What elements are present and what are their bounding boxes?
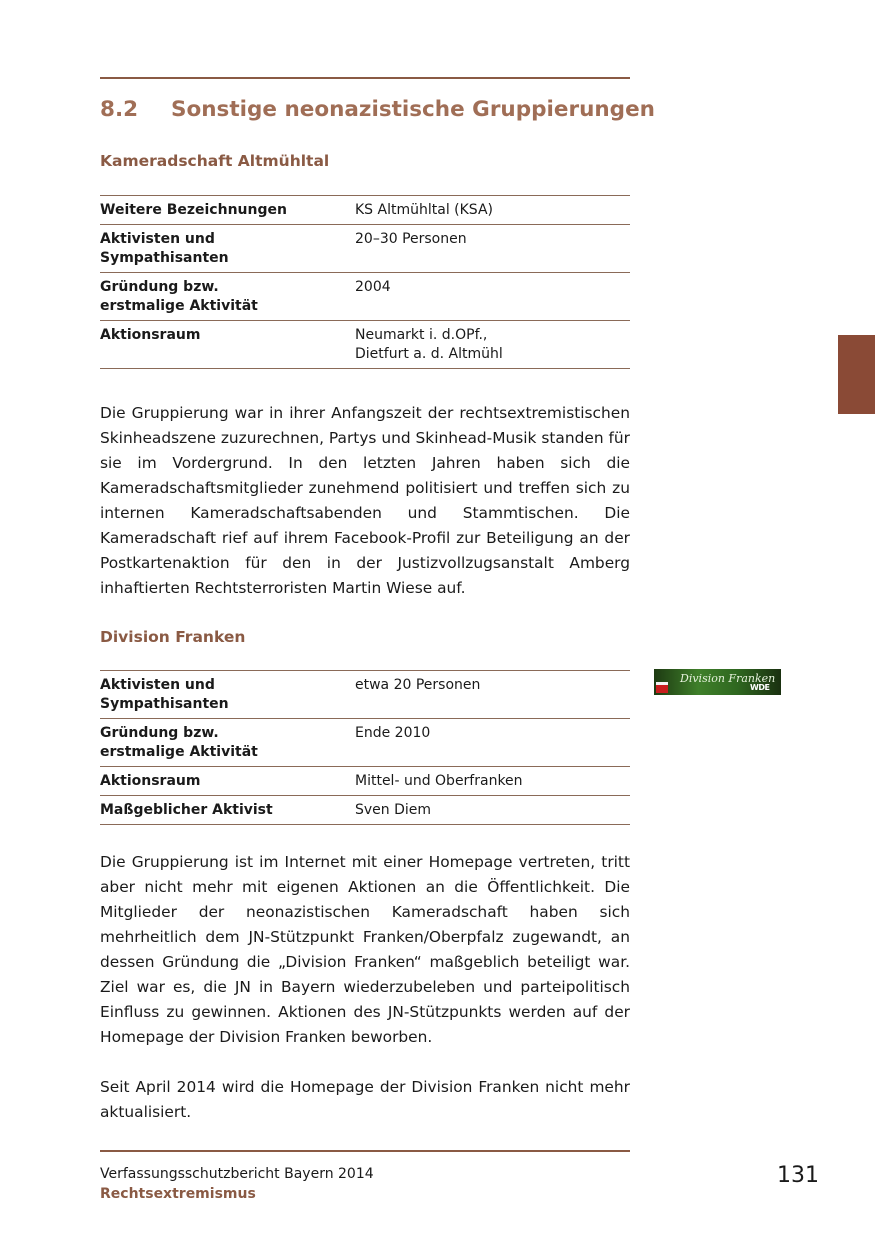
footer-publication: Verfassungsschutzbericht Bayern 2014: [100, 1166, 374, 1182]
row-value: Mittel- und Oberfranken: [355, 773, 523, 789]
group1-paragraph: Die Gruppierung war in ihrer Anfangszeit der rechtsextremistischen Skinheadszene zuzurechnen, Partys und Skinhead-Musik standen für sie im Vordergrund. In den letzten Jahren haben sich die Kameradschaftsmitglieder zunehmend politisiert und treffen sich zu internen Kameradschaftsabenden und Stammtischen. Die Kameradschaft rief auf ihrem Facebook-Profil zur Beteiligung an der Postkartenaktion für den in der Justizvollzugsanstalt Amberg inhaftierten Rechtsterroristen Martin Wiese auf.: [100, 404, 630, 597]
section-number: 8.2: [100, 97, 139, 122]
row-label: Gründung bzw. erstmalige Aktivität: [100, 279, 258, 314]
row-value: 20–30 Personen: [355, 231, 467, 247]
row-label: Gründung bzw. erstmalige Aktivität: [100, 725, 258, 760]
table-row: [100, 273, 630, 321]
row-value: 2004: [355, 279, 391, 295]
table-row: [100, 671, 630, 719]
row-label: Weitere Bezeichnungen: [100, 202, 287, 218]
group1-info-table: [100, 195, 630, 369]
row-value: KS Altmühltal (KSA): [355, 202, 493, 218]
group2-paragraph-update: Seit April 2014 wird die Homepage der Division Franken nicht mehr aktualisiert.: [100, 1078, 630, 1121]
table-row: [100, 196, 630, 225]
row-value: Neumarkt i. d.OPf., Dietfurt a. d. Altmühl: [355, 327, 503, 362]
table-row: [100, 719, 630, 767]
section-heading: [100, 97, 655, 122]
table-row: [100, 767, 630, 796]
row-label: Maßgeblicher Aktivist: [100, 802, 273, 818]
group2-heading: Division Franken: [100, 628, 246, 646]
group2-info-table: [100, 670, 630, 825]
bottom-rule: [100, 1150, 630, 1152]
group1-heading: Kameradschaft Altmühltal: [100, 152, 330, 170]
row-label: Aktivisten und Sympathisanten: [100, 677, 229, 712]
row-value: Ende 2010: [355, 725, 431, 741]
row-label: Aktivisten und Sympathisanten: [100, 231, 229, 266]
flag-icon: [656, 682, 668, 693]
banner-text: Division Franken: [680, 672, 776, 685]
row-label: Aktionsraum: [100, 773, 201, 789]
banner-logo: WDE: [750, 683, 770, 692]
section-title: Sonstige neonazistische Gruppierungen: [171, 97, 655, 122]
table-row: [100, 225, 630, 273]
division-franken-banner-image: [654, 669, 781, 695]
row-label: Aktionsraum: [100, 327, 201, 343]
chapter-side-tab: [838, 335, 875, 414]
row-value: Sven Diem: [355, 802, 432, 818]
row-value: etwa 20 Personen: [355, 677, 481, 693]
page-number: 131: [777, 1163, 819, 1188]
group2-paragraph: Die Gruppierung ist im Internet mit einer Homepage vertreten, tritt aber nicht mehr mit eigenen Aktionen an die Öffentlichkeit. Die Mitglieder der neonazistischen Kameradschaft haben sich mehrheitlich dem JN-Stützpunkt Franken/Oberpfalz zugewandt, an dessen Gründung die „Division Franken“ maßgeblich beteiligt war. Ziel war es, die JN in Bayern wiederzubeleben und parteipolitisch Einfluss zu gewinnen. Aktionen des JN-Stützpunkts werden auf der Homepage der Division Franken beworben.: [100, 853, 630, 1046]
table-row: [100, 321, 630, 369]
top-rule: [100, 77, 630, 79]
table-row: [100, 796, 630, 825]
footer-chapter: Rechtsextremismus: [100, 1186, 256, 1202]
